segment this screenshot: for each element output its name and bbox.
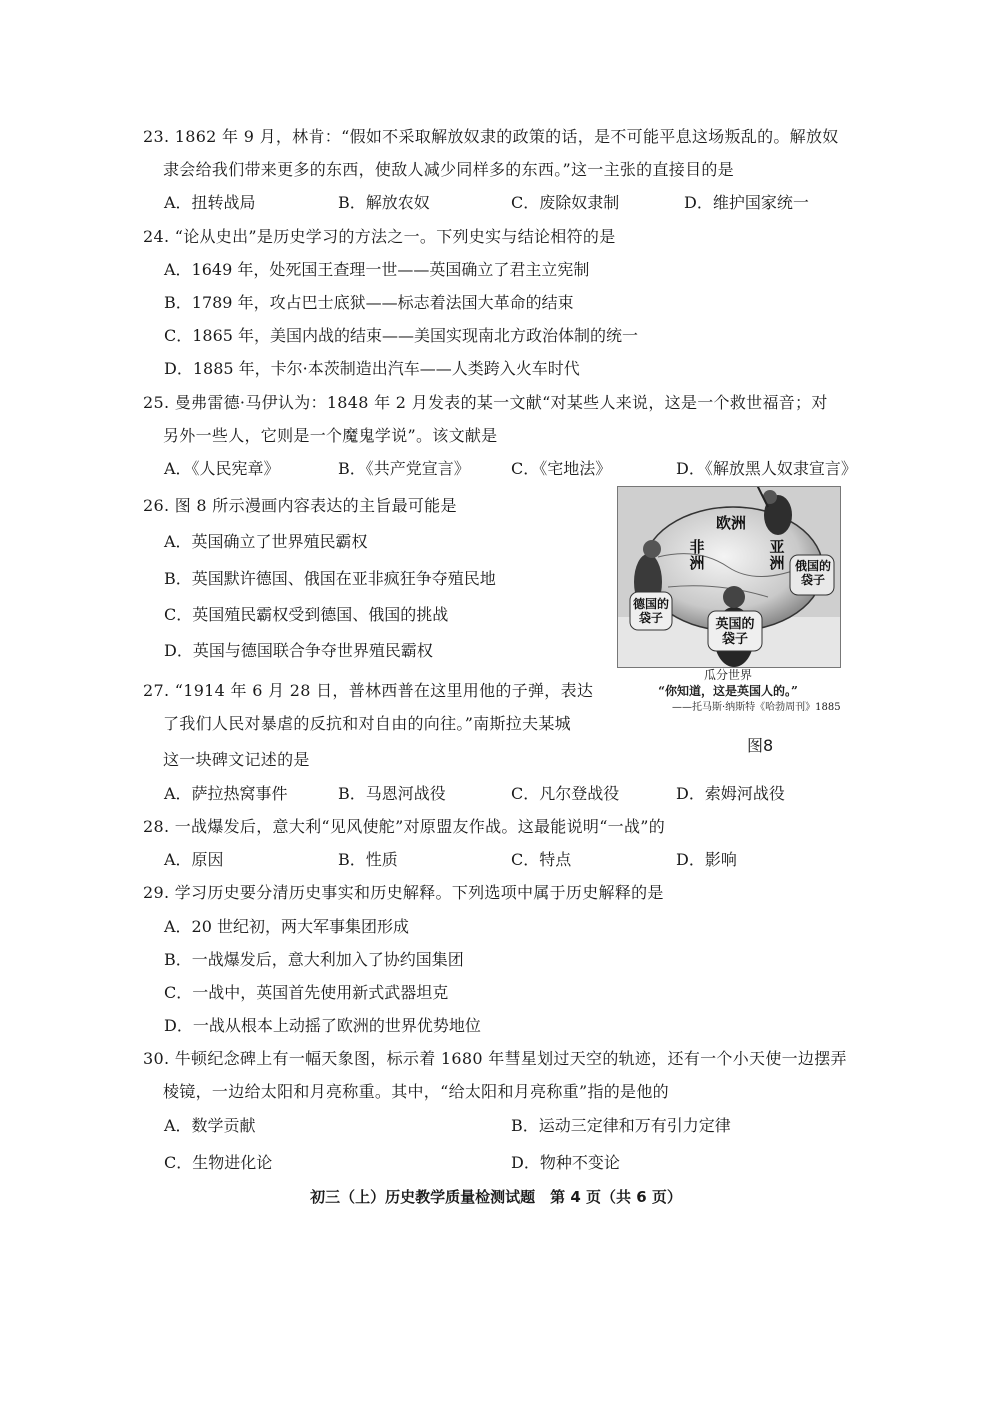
q28-stem: 28. 一战爆发后，意大利“见风使舵”对原盟友作战。这最能说明“一战”的: [143, 817, 666, 836]
q23-option-a: A．扭转战局: [164, 193, 256, 212]
q25-option-a: A．《人民宪章》: [164, 459, 280, 478]
q23-option-b: B．解放农奴: [338, 193, 430, 212]
q25-option-b: B．《共产党宣言》: [338, 459, 470, 478]
q29-stem: 29. 学习历史要分清历史事实和历史解释。下列选项中属于历史解释的是: [143, 883, 664, 902]
q25-stem-line1: 25. 曼弗雷德·马伊认为：1848 年 2 月发表的某一文献“对某些人来说，这是一个救世福音；对: [143, 393, 828, 412]
q28-option-b: B．性质: [338, 850, 398, 869]
q27-option-b: B．马恩河战役: [338, 784, 446, 803]
q23-stem-line1: 23. 1862 年 9 月，林肯：“假如不采取解放奴隶的政策的话，是不可能平息这场叛乱的。解放奴: [143, 127, 839, 146]
q26-option-c: C．英国殖民霸权受到德国、俄国的挑战: [164, 605, 449, 624]
q26-option-d: D．英国与德国联合争夺世界殖民霸权: [164, 641, 433, 660]
q26-option-b: B．英国默许德国、俄国在亚非疯狂争夺殖民地: [164, 569, 496, 588]
figure-caption-quote: “你知道，这是英国人的。”: [658, 684, 798, 698]
q24-option-b: B．1789 年，攻占巴士底狱——标志着法国大革命的结束: [164, 293, 574, 312]
cartoon-figure: [617, 486, 841, 668]
label-russia-bag: 俄国的袋子: [794, 559, 831, 587]
label-germany-bag: 德国的袋子: [632, 597, 669, 625]
figure-caption-source: ——托马斯·纳斯特《哈勃周刊》1885: [672, 702, 841, 713]
q28-option-d: D．影响: [676, 850, 737, 869]
q30-stem-line1: 30. 牛顿纪念碑上有一幅天象图，标示着 1680 年彗星划过天空的轨迹，还有一个小天使一边摆弄: [143, 1049, 847, 1068]
q23-option-d: D．维护国家统一: [684, 193, 809, 212]
q27-option-c: C．凡尔登战役: [511, 784, 620, 803]
q24-stem: 24. “论从史出”是历史学习的方法之一。下列史实与结论相符的是: [143, 227, 616, 246]
q27-stem-line2: 了我们人民对暴虐的反抗和对自由的向往。”南斯拉夫某城: [163, 714, 571, 733]
figure-number: 图8: [747, 736, 774, 755]
label-britain-bag: 英国的袋子: [715, 617, 755, 647]
q30-option-b: B．运动三定律和万有引力定律: [511, 1116, 731, 1135]
q28-option-a: A．原因: [164, 850, 224, 869]
q25-stem-line2: 另外一些人，它则是一个魔鬼学说”。该文献是: [163, 426, 498, 445]
q30-option-a: A．数学贡献: [164, 1116, 256, 1135]
page-footer: 初三（上）历史教学质量检测试题 第 4 页（共 6 页）: [310, 1188, 682, 1206]
q29-option-c: C．一战中，英国首先使用新式武器坦克: [164, 983, 449, 1002]
q27-stem-line1: 27. “1914 年 6 月 28 日，普林西普在这里用他的子弹，表达: [143, 681, 594, 700]
q29-option-a: A．20 世纪初，两大军事集团形成: [164, 917, 410, 936]
q28-option-c: C．特点: [511, 850, 572, 869]
q30-stem-line2: 棱镜，一边给太阳和月亮称重。其中，“给太阳和月亮称重”指的是他的: [163, 1082, 669, 1101]
q27-option-a: A．萨拉热窝事件: [164, 784, 288, 803]
q23-stem-line2: 隶会给我们带来更多的东西，使敌人减少同样多的东西。”这一主张的直接目的是: [163, 160, 734, 179]
label-europe: 欧洲: [716, 514, 747, 532]
q29-option-b: B．一战爆发后，意大利加入了协约国集团: [164, 950, 464, 969]
q24-option-c: C．1865 年，美国内战的结束——美国实现南北方政治体制的统一: [164, 326, 639, 345]
q26-option-a: A．英国确立了世界殖民霸权: [164, 532, 368, 551]
q27-option-d: D．索姆河战役: [676, 784, 785, 803]
label-africa: 非洲: [689, 538, 705, 572]
q30-option-c: C．生物进化论: [164, 1153, 273, 1172]
q24-option-d: D．1885 年，卡尔·本茨制造出汽车——人类跨入火车时代: [164, 359, 580, 378]
figure-caption-title: 瓜分世界: [703, 668, 752, 682]
q25-option-c: C．《宅地法》: [511, 459, 612, 478]
q23-option-c: C．废除奴隶制: [511, 193, 620, 212]
q24-option-a: A．1649 年，处死国王查理一世——英国确立了君主立宪制: [164, 260, 590, 279]
q29-option-d: D．一战从根本上动摇了欧洲的世界优势地位: [164, 1016, 481, 1035]
q30-option-d: D．物种不变论: [511, 1153, 620, 1172]
q26-stem: 26. 图 8 所示漫画内容表达的主旨最可能是: [143, 496, 457, 515]
q25-option-d: D．《解放黑人奴隶宣言》: [676, 459, 857, 478]
q27-stem-line3: 这一块碑文记述的是: [163, 750, 310, 769]
label-asia: 亚洲: [769, 538, 785, 572]
